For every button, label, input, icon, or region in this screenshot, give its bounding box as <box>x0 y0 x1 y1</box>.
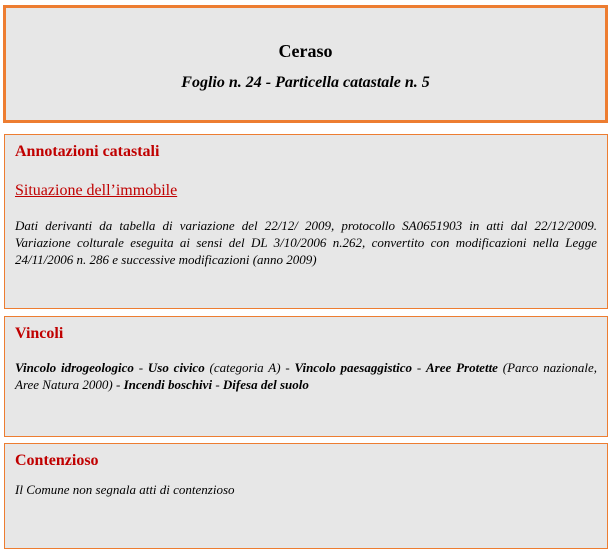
separator: - <box>112 377 124 392</box>
vincoli-title: Vincoli <box>15 325 64 342</box>
page-subtitle: Foglio n. 24 - Particella catastale n. 5 <box>181 74 430 91</box>
vincolo-difesa-suolo: Difesa del suolo <box>222 377 309 392</box>
separator: - <box>412 360 426 375</box>
uso-civico-note: (categoria A) <box>209 360 281 375</box>
separator: - <box>133 360 148 375</box>
separator: - <box>280 360 295 375</box>
page-title: Ceraso <box>278 41 333 61</box>
contenzioso-section <box>4 443 608 549</box>
vincolo-idrogeologico: Vincolo idrogeologico <box>15 360 134 375</box>
annotazioni-section <box>4 134 608 309</box>
contenzioso-text: Il Comune non segnala atti di contenzioso <box>15 482 235 497</box>
aree-protette-note: (Parco nazionale, Aree Natura 2000) <box>15 360 598 392</box>
vincolo-paesaggistico: Vincolo paesaggistico <box>294 360 413 375</box>
vincolo-incendi: Incendi boschivi <box>123 377 213 392</box>
vincolo-uso-civico: Uso civico <box>147 360 205 375</box>
header-panel <box>3 5 608 123</box>
annotazioni-title: Annotazioni catastali <box>15 143 160 160</box>
contenzioso-title: Contenzioso <box>15 452 99 469</box>
vincolo-aree-protette: Aree Protette <box>425 360 498 375</box>
annotazioni-text: Dati derivanti da tabella di variazione del 22/12/ 2009, protocollo SA0651903 in atti dal 22/12/2009. Variazione colturale eseguita ai sensi del DL 3/10/2006 n.262, convertito con modificazioni nella Legge 24/11/2006 n. 286 e successive modificazioni (anno 2009) <box>15 218 597 267</box>
vincoli-list <box>15 359 597 393</box>
vincoli-section <box>4 316 608 437</box>
situazione-immobile-heading: Situazione dell’immobile <box>15 182 178 199</box>
separator: - <box>212 377 223 392</box>
